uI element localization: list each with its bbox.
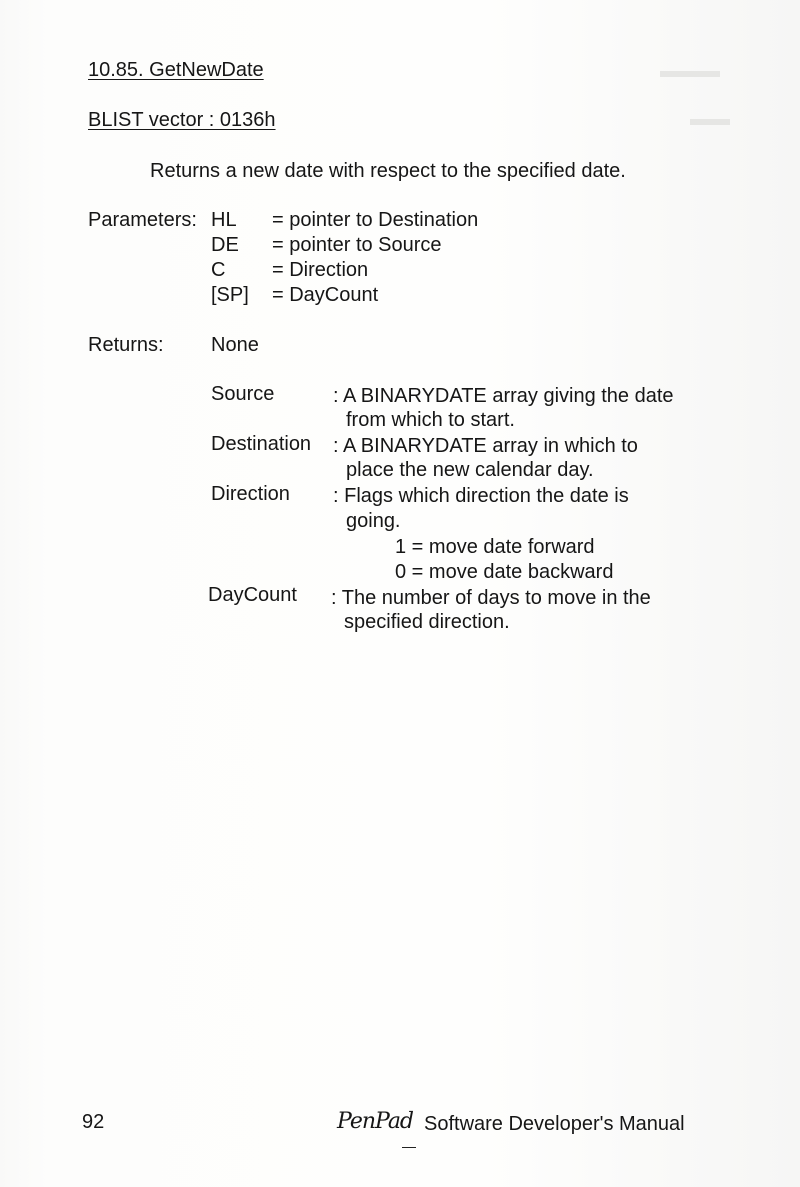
page-number: 92 [82,1111,105,1133]
bleed-through-decoration: ▬▬ [690,108,730,130]
definition-text: : The number of days to move in the [331,587,651,609]
definition-term-direction: Direction [211,483,290,505]
definition-term-destination: Destination [211,433,312,455]
bleed-through-decoration: ▬▬▬ [660,60,720,82]
param-register-sp: [SP] [211,284,249,306]
direction-option-forward: 1 = move date forward [395,536,595,558]
param-register-hl: HL [211,209,237,231]
section-title: 10.85. GetNewDate [88,59,264,81]
definition-text: from which to start. [346,409,515,431]
penpad-logo: PenPad [337,1109,414,1134]
returns-label: Returns: [88,334,164,356]
param-value-hl: = pointer to Destination [272,209,479,231]
param-value-de: = pointer to Source [272,234,442,256]
param-value-sp: = DayCount [272,284,379,306]
direction-option-backward: 0 = move date backward [395,561,614,583]
definition-text: : Flags which direction the date is [333,485,629,507]
definition-term-daycount: DayCount [208,584,297,606]
param-value-c: = Direction [272,259,369,281]
definition-text: specified direction. [344,611,510,633]
description: Returns a new date with respect to the specified date. [150,160,626,182]
manual-title: Software Developer's Manual [424,1113,685,1135]
blist-vector: BLIST vector : 0136h [88,109,276,131]
definition-term-source: Source [211,383,275,405]
parameters-label: Parameters: [88,209,197,231]
param-register-c: C [211,259,226,281]
logo-underline-decoration [402,1147,416,1148]
returns-value: None [211,334,259,356]
definition-text: : A BINARYDATE array in which to [333,435,638,457]
definition-text: place the new calendar day. [346,459,594,481]
definition-text: : A BINARYDATE array giving the date [333,385,674,407]
param-register-de: DE [211,234,239,256]
definition-text: going. [346,510,401,532]
